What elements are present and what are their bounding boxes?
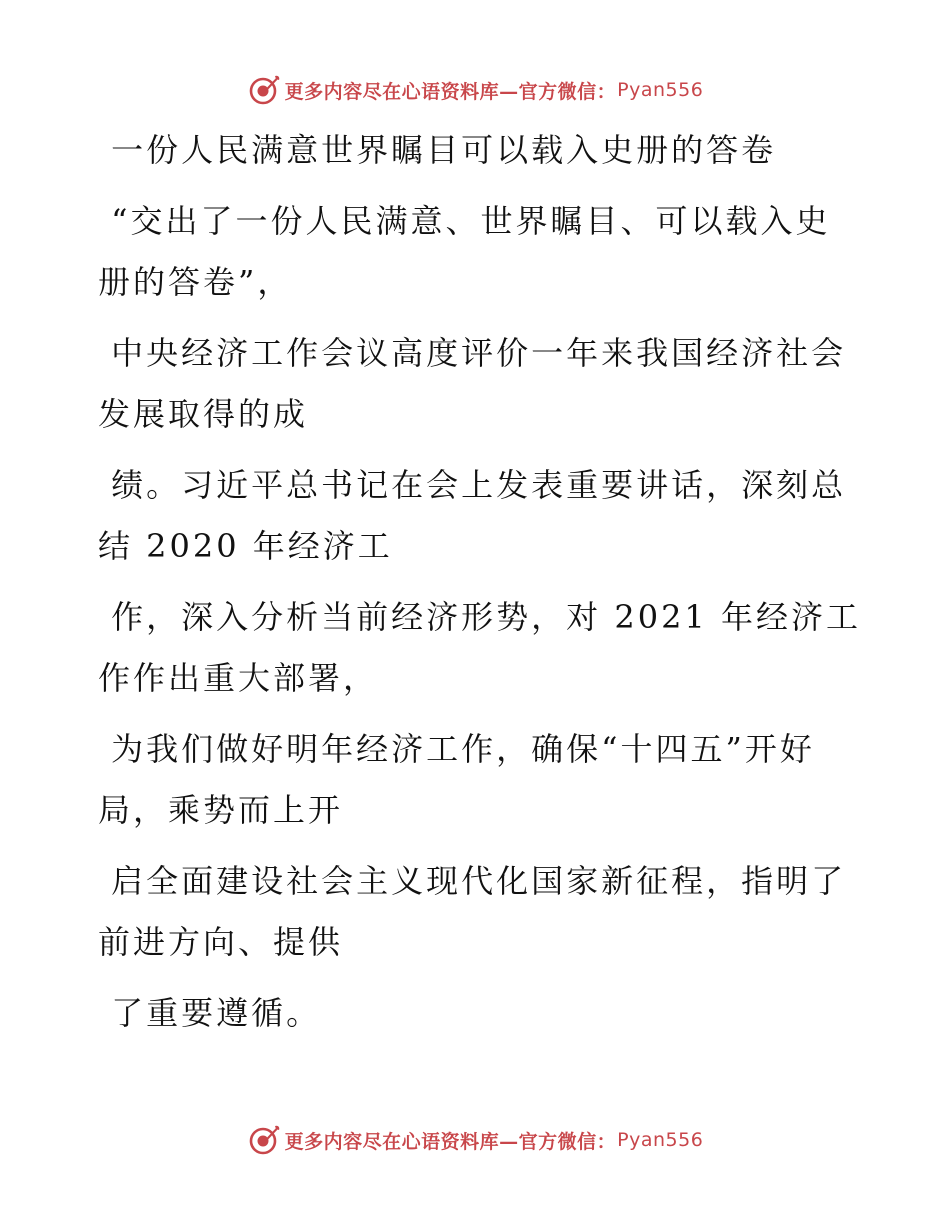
paragraph <box>98 983 838 1044</box>
watermark-account: Pyan556 <box>617 1129 704 1151</box>
paragraph <box>98 120 838 181</box>
paragraph-line: 了重要遵循。 <box>98 994 322 1032</box>
paragraph <box>98 455 847 577</box>
paragraph-line: 绩。习近平总书记在会上发表重要讲话，深刻总 <box>98 466 847 504</box>
paragraph-line: 作作出重大部署， <box>98 659 379 697</box>
paragraph-line: 一份人民满意世界瞩目可以载入史册的答卷 <box>98 131 777 169</box>
paragraph <box>98 191 838 313</box>
header-watermark <box>0 68 950 112</box>
paragraph-line: 中央经济工作会议高度评价一年来我国经济社会 <box>98 334 847 372</box>
watermark-text: 更多内容尽在心语资料库—官方微信： <box>284 1130 617 1153</box>
paragraph-line: 为我们做好明年经济工作，确保“十四五”开好 <box>98 730 815 768</box>
document-body <box>98 120 861 1054</box>
paragraph <box>98 851 847 973</box>
paragraph-line: 册的答卷”， <box>98 263 293 301</box>
paragraph-line: “交出了一份人民满意、世界瞩目、可以载入史 <box>98 202 831 240</box>
footer-watermark <box>0 1118 950 1162</box>
paragraph-line: 发展取得的成 <box>98 395 309 433</box>
paragraph-line: 局，乘势而上开 <box>98 791 344 829</box>
quill-seal-icon <box>247 73 281 107</box>
paragraph-line: 启全面建设社会主义现代化国家新征程，指明了 <box>98 862 847 900</box>
paragraph-line: 作，深入分析当前经济形势，对 2021 年经济工 <box>98 598 861 636</box>
paragraph-line: 前进方向、提供 <box>98 923 344 961</box>
paragraph-line: 结 2020 年经济工 <box>98 527 393 565</box>
watermark-text: 更多内容尽在心语资料库—官方微信： <box>284 80 617 103</box>
paragraph <box>98 587 861 709</box>
watermark-account: Pyan556 <box>617 79 704 101</box>
paragraph <box>98 719 838 841</box>
paragraph <box>98 323 847 445</box>
quill-seal-icon <box>247 1123 281 1157</box>
